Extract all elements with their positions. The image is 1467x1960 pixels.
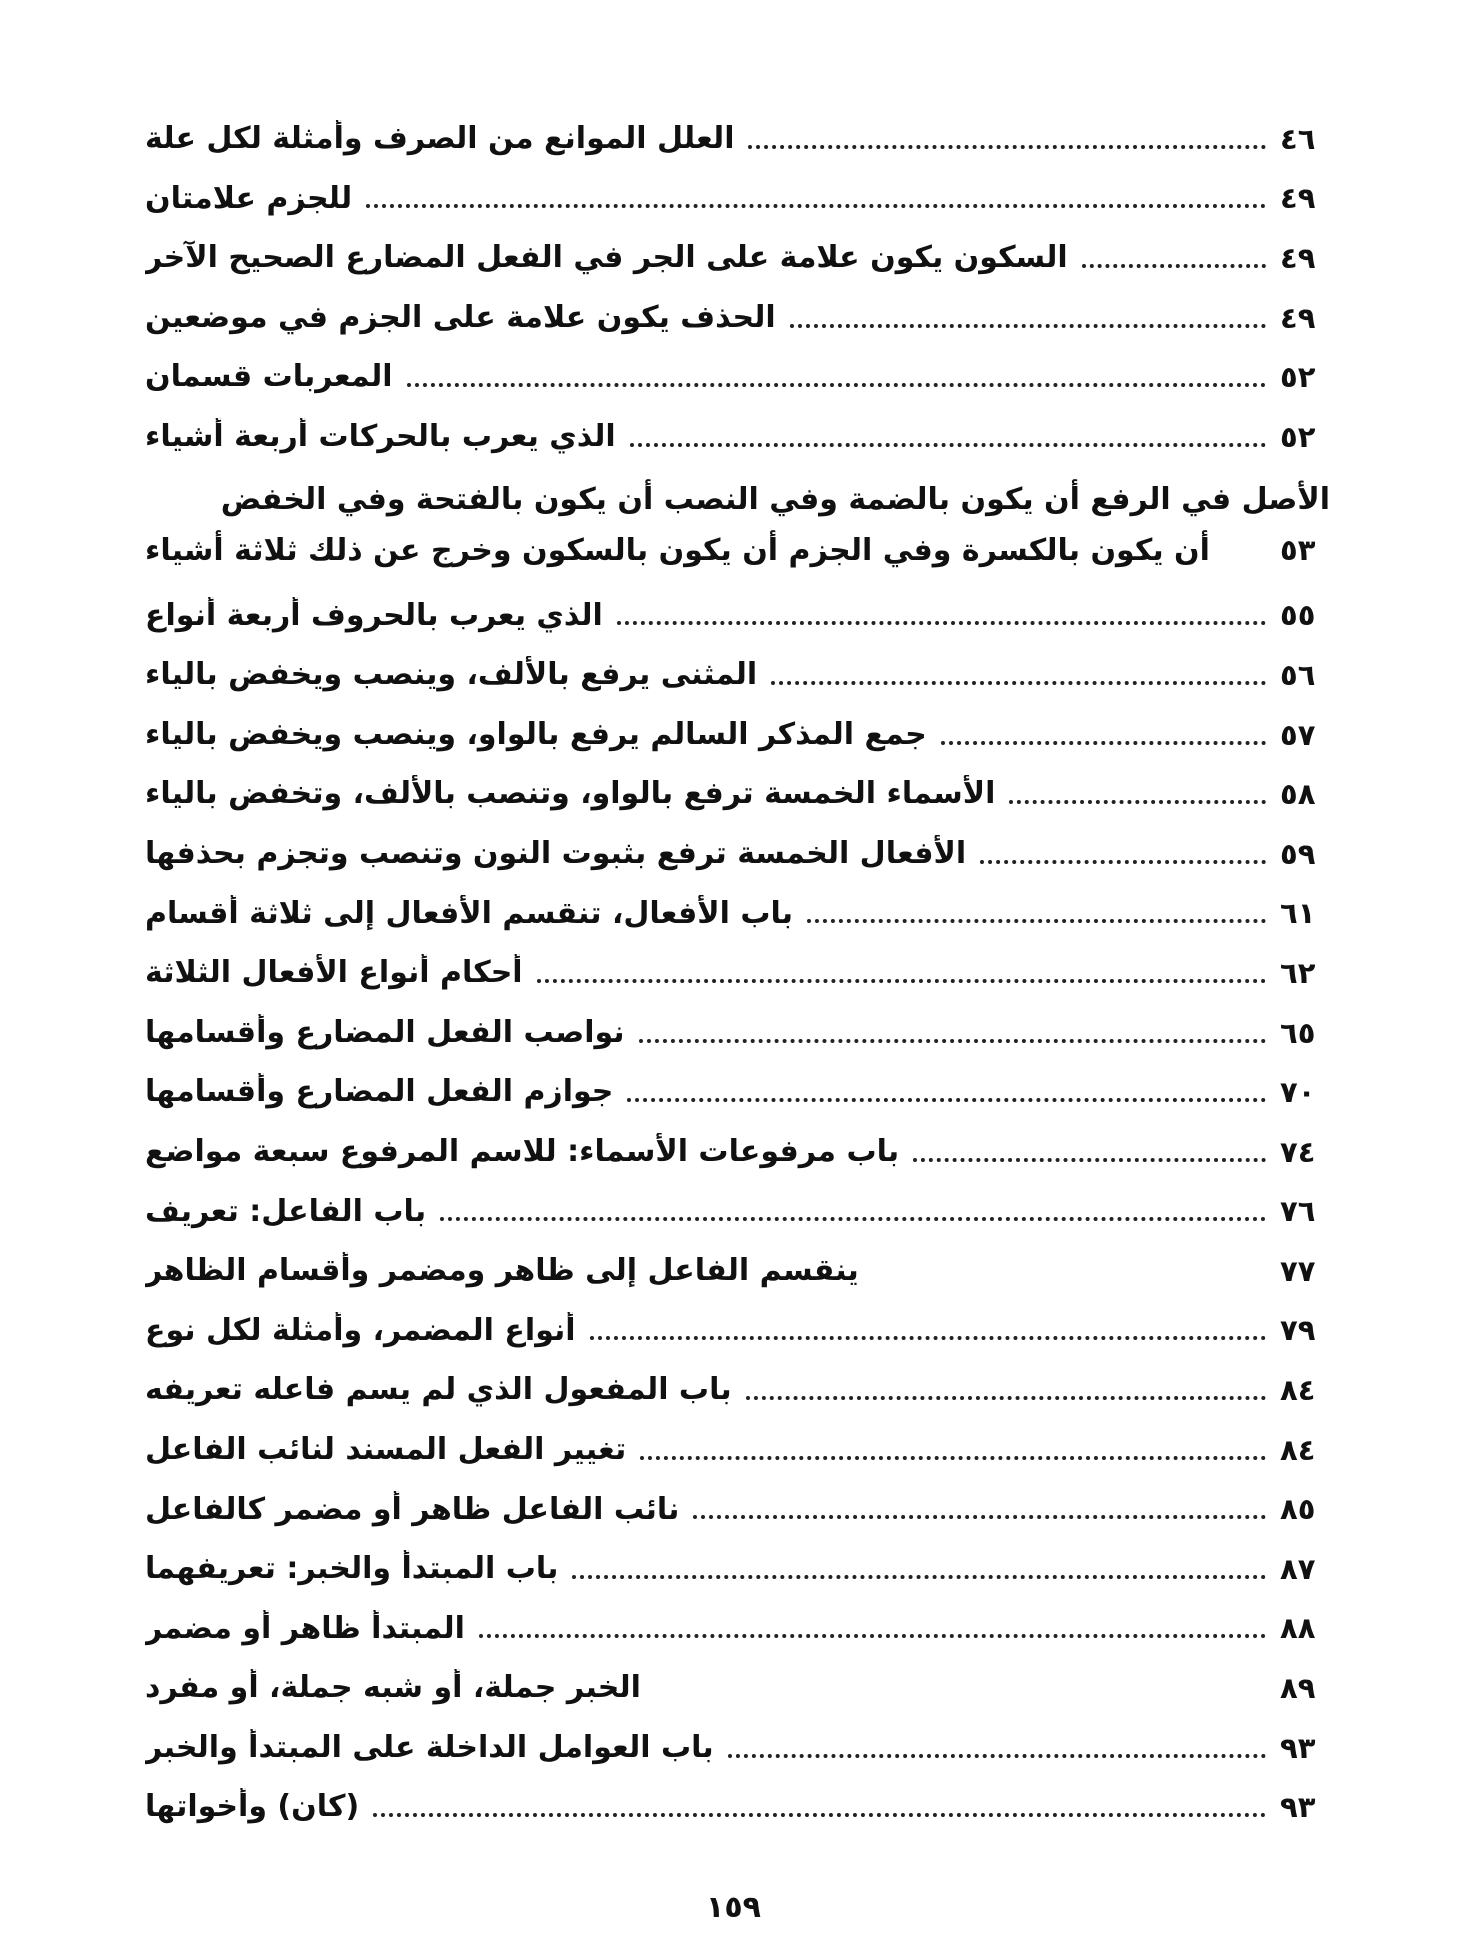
toc-entry-page: ٨٩ <box>1280 1671 1316 1706</box>
toc-entry <box>145 586 1330 646</box>
toc-entry-page: ٧٧ <box>1280 1253 1316 1288</box>
toc-entry-page: ٥٢ <box>1280 419 1316 454</box>
toc-entry-title: للجزم علامتان <box>145 180 353 216</box>
toc-entry-row2 <box>145 525 1330 576</box>
toc-entry-title: الحذف يكون علامة على الجزم في موضعين <box>145 299 776 335</box>
dot-leader <box>640 1456 1266 1460</box>
dot-leader <box>639 1039 1266 1043</box>
toc-entry-page: ٤٩ <box>1280 240 1316 275</box>
toc-entry-title: ينقسم الفاعل إلى ظاهر ومضمر وأقسام الظاهر <box>145 1253 859 1289</box>
toc-entry-page: ٦١ <box>1280 896 1316 931</box>
dot-leader <box>537 979 1266 983</box>
toc-entry-page: ٧٠ <box>1280 1075 1316 1110</box>
toc-entry-page: ٨٧ <box>1280 1551 1316 1586</box>
dot-leader <box>627 1098 1266 1102</box>
table-of-contents <box>145 109 1330 1837</box>
dot-leader <box>440 1217 1266 1221</box>
toc-entry-page: ٦٥ <box>1280 1015 1316 1050</box>
toc-entry-title: باب المفعول الذي لم يسم فاعله تعريفه <box>145 1372 732 1408</box>
dot-leader <box>807 919 1266 923</box>
toc-entry-title: الخبر جملة، أو شبه جملة، أو مفرد <box>145 1670 641 1706</box>
dot-leader <box>746 1396 1266 1400</box>
toc-entry-page: ٨٤ <box>1280 1432 1316 1467</box>
toc-entry <box>145 109 1330 169</box>
dot-leader <box>572 1575 1266 1579</box>
dot-leader <box>630 443 1266 447</box>
dot-leader <box>1009 800 1266 804</box>
toc-entry <box>145 1360 1330 1420</box>
toc-entry <box>145 1003 1330 1063</box>
toc-entry-page: ٨٤ <box>1280 1373 1316 1408</box>
toc-entry <box>145 1241 1330 1301</box>
toc-entry-title: المبتدأ ظاهر أو مضمر <box>145 1610 465 1646</box>
toc-entry-title: (كان) وأخواتها <box>145 1789 360 1825</box>
toc-entry-title: الأسماء الخمسة ترفع بالواو، وتنصب بالألف، وتخفض بالياء <box>145 776 996 812</box>
toc-entry-title: العلل الموانع من الصرف وأمثلة لكل علة <box>145 121 735 157</box>
toc-entry-title: الذي يعرب بالحروف أربعة أنواع <box>145 597 603 633</box>
toc-entry-title: نواصب الفعل المضارع وأقسامها <box>145 1014 625 1050</box>
toc-entry-title: باب المبتدأ والخبر: تعريفهما <box>145 1551 559 1587</box>
toc-entry <box>145 943 1330 1003</box>
toc-entry-title: المعربات قسمان <box>145 359 393 395</box>
toc-entry-multiline <box>145 467 1330 586</box>
toc-entry <box>145 764 1330 824</box>
toc-entry-title: أنواع المضمر، وأمثلة لكل نوع <box>145 1312 576 1348</box>
toc-entry-page: ٧٩ <box>1280 1313 1316 1348</box>
toc-entry-page: ٩٣ <box>1280 1730 1316 1765</box>
toc-entry-title-line2: أن يكون بالكسرة وفي الجزم أن يكون بالسكون وخرج عن ذلك ثلاثة أشياء <box>145 532 1210 568</box>
toc-entry <box>145 1122 1330 1182</box>
dot-leader <box>941 741 1266 745</box>
toc-entry-title: نائب الفاعل ظاهر أو مضمر كالفاعل <box>145 1491 680 1527</box>
dot-leader <box>590 1336 1266 1340</box>
toc-entry <box>145 288 1330 348</box>
toc-entry <box>145 1599 1330 1659</box>
toc-entry-title: أحكام أنواع الأفعال الثلاثة <box>145 955 523 991</box>
toc-entry-page: ٥٥ <box>1280 598 1316 633</box>
dot-leader <box>693 1515 1266 1519</box>
toc-entry <box>145 407 1330 467</box>
toc-entry <box>145 1777 1330 1837</box>
toc-entry <box>145 228 1330 288</box>
toc-entry <box>145 1658 1330 1718</box>
toc-entry-title: السكون يكون علامة على الجر في الفعل المضارع الصحيح الآخر <box>145 240 1068 276</box>
page-number: ١٥٩ <box>706 1890 761 1925</box>
toc-entry-title: المثنى يرفع بالألف، وينصب ويخفض بالياء <box>145 657 758 693</box>
toc-entry-page: ٤٦ <box>1280 121 1316 156</box>
toc-entry <box>145 1301 1330 1361</box>
toc-entry <box>145 169 1330 229</box>
dot-leader <box>790 324 1266 328</box>
toc-entry-page: ٥٣ <box>1280 533 1316 568</box>
toc-entry <box>145 705 1330 765</box>
toc-entry-title: الأفعال الخمسة ترفع بثبوت النون وتنصب وتجزم بحذفها <box>145 835 967 871</box>
toc-entry <box>145 1182 1330 1242</box>
toc-entry-page: ٥٢ <box>1280 360 1316 395</box>
toc-entry-title: جوازم الفعل المضارع وأقسامها <box>145 1074 614 1110</box>
toc-entry <box>145 1539 1330 1599</box>
toc-entry-title: جمع المذكر السالم يرفع بالواو، وينصب ويخفض بالياء <box>145 716 927 752</box>
toc-entry-page: ٥٨ <box>1280 777 1316 812</box>
toc-entry-page: ٦٢ <box>1280 955 1316 990</box>
dot-leader <box>748 145 1266 149</box>
dot-leader <box>771 681 1266 685</box>
toc-entry <box>145 1062 1330 1122</box>
toc-entry-page: ٥٩ <box>1280 836 1316 871</box>
toc-entry <box>145 347 1330 407</box>
toc-entry-title: باب العوامل الداخلة على المبتدأ والخبر <box>145 1729 714 1765</box>
toc-entry-page: ٤٩ <box>1280 300 1316 335</box>
toc-entry-page: ٨٨ <box>1280 1611 1316 1646</box>
dot-leader <box>728 1754 1266 1758</box>
dot-leader <box>407 383 1266 387</box>
toc-entry-page: ٤٩ <box>1280 181 1316 216</box>
toc-entry-title: تغيير الفعل المسند لنائب الفاعل <box>145 1431 627 1467</box>
dot-leader <box>913 1158 1266 1162</box>
toc-entry-page: ٧٤ <box>1280 1134 1316 1169</box>
toc-entry-title: الذي يعرب بالحركات أربعة أشياء <box>145 419 616 455</box>
dot-leader <box>980 860 1266 864</box>
toc-entry <box>145 884 1330 944</box>
toc-entry <box>145 645 1330 705</box>
toc-entry <box>145 1420 1330 1480</box>
toc-entry-title-line1: الأصل في الرفع أن يكون بالضمة وفي النصب أن يكون بالفتحة وفي الخفض <box>220 481 1330 517</box>
dot-leader <box>1082 264 1266 268</box>
toc-entry <box>145 824 1330 884</box>
toc-entry-title: باب الأفعال، تنقسم الأفعال إلى ثلاثة أقسام <box>145 895 793 931</box>
toc-entry-title: باب مرفوعات الأسماء: للاسم المرفوع سبعة مواضع <box>145 1133 900 1169</box>
toc-entry-page: ٩٣ <box>1280 1790 1316 1825</box>
dot-leader <box>366 204 1266 208</box>
toc-entry-page: ٨٥ <box>1280 1492 1316 1527</box>
toc-entry <box>145 1479 1330 1539</box>
toc-entry-page: ٥٦ <box>1280 657 1316 692</box>
toc-entry-title: باب الفاعل: تعريف <box>145 1193 427 1229</box>
dot-leader <box>373 1813 1266 1817</box>
toc-entry-wrap <box>145 474 1330 576</box>
toc-entry <box>145 1718 1330 1778</box>
dot-leader <box>479 1634 1266 1638</box>
toc-entry-page: ٧٦ <box>1280 1194 1316 1229</box>
dot-leader <box>617 621 1266 625</box>
toc-entry-page: ٥٧ <box>1280 717 1316 752</box>
